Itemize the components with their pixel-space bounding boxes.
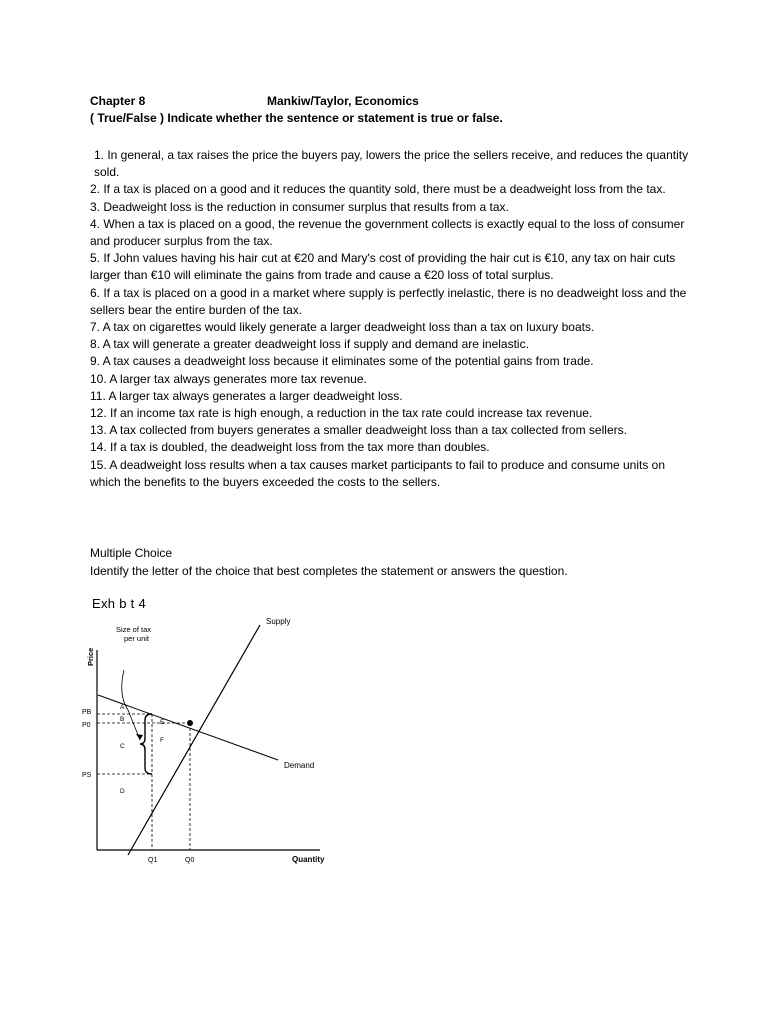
true-false-item-4: 4. When a tax is placed on a good, the revenue the government collects is exactly equal to the loss of consumer and producer surplus from the tax. — [90, 216, 685, 249]
true-false-item-2: 2. If a tax is placed on a good and it reduces the quantity sold, there must be a deadweight loss from the tax. — [90, 182, 666, 197]
exhibit-label: Exh b t 4 — [92, 596, 147, 611]
y-axis-label: Price — [86, 647, 95, 666]
tax-pointer-arrowhead — [136, 734, 143, 740]
true-false-list — [90, 147, 690, 491]
supply-curve — [128, 625, 260, 855]
true-false-item-7: 7. A tax on cigarettes would likely generate a larger deadweight loss than a tax on luxury boats. — [90, 320, 595, 335]
true-false-item-10: 10. A larger tax always generates more tax revenue. — [90, 371, 367, 386]
area-d-label: D — [120, 788, 125, 795]
tax-diagram-svg — [80, 610, 340, 870]
tax-diagram — [80, 610, 340, 870]
area-b-label: B — [120, 716, 125, 723]
tax-label-line1: Size of tax — [116, 625, 152, 634]
true-false-item-12: 12. If an income tax rate is high enough, a reduction in the tax rate could increase tax revenue. — [90, 406, 593, 421]
tax-brace — [140, 714, 152, 774]
document-header — [90, 94, 419, 108]
multiple-choice-heading: Multiple Choice — [90, 546, 173, 560]
x-axis-label: Quantity — [292, 855, 325, 864]
area-c-label: C — [120, 743, 125, 750]
multiple-choice-instructions: Identify the letter of the choice that best completes the statement or answers the question. — [90, 564, 568, 578]
qty-zero-label: Q0 — [185, 857, 195, 864]
true-false-item-13: 13. A tax collected from buyers generates a smaller deadweight loss than a tax collected from sellers. — [90, 423, 627, 438]
true-false-instructions: ( True/False ) Indicate whether the sentence or statement is true or false. — [90, 111, 503, 125]
area-e-label: E — [160, 719, 165, 726]
area-f-label: F — [160, 737, 164, 744]
true-false-item-3: 3. Deadweight loss is the reduction in consumer surplus that results from a tax. — [90, 199, 509, 214]
price-sellers-label: PS — [82, 772, 92, 779]
demand-label: Demand — [284, 761, 315, 770]
true-false-item-14: 14. If a tax is doubled, the deadweight loss from the tax more than doubles. — [90, 440, 490, 455]
true-false-item-15: 15. A deadweight loss results when a tax causes market participants to fail to produce and consume units on which the benefits to the buyers exceeded the costs to the sellers. — [90, 457, 665, 489]
true-false-item-9: 9. A tax causes a deadweight loss because it eliminates some of the potential gains from trade. — [90, 354, 594, 369]
book-title: Mankiw/Taylor, Economics — [267, 94, 419, 108]
true-false-item-6: 6. If a tax is placed on a good in a market where supply is perfectly inelastic, there is no deadweight loss and the sellers bear the entire burden of the tax. — [90, 285, 687, 317]
supply-label: Supply — [266, 617, 291, 626]
true-false-item-1: 1. In general, a tax raises the price the buyers pay, lowers the price the sellers receive, and reduces the quantity sold. — [94, 148, 689, 180]
chapter-title: Chapter 8 — [90, 94, 146, 108]
price-zero-label: P0 — [82, 722, 91, 729]
true-false-item-5: 5. If John values having his hair cut at €20 and Mary's cost of providing the hair cut is €10, any tax on hair cuts larger than €10 will eliminate the gains from trade and cause a €20 loss of total surplus. — [90, 251, 676, 283]
tax-label-line2: per unit — [124, 634, 150, 643]
true-false-item-11: 11. A larger tax always generates a larger deadweight loss. — [90, 388, 403, 403]
true-false-item-8: 8. A tax will generate a greater deadweight loss if supply and demand are inelastic. — [90, 337, 529, 352]
area-a-label: A — [120, 704, 125, 711]
price-buyers-label: PB — [82, 709, 92, 716]
qty-tax-label: Q1 — [148, 857, 158, 864]
